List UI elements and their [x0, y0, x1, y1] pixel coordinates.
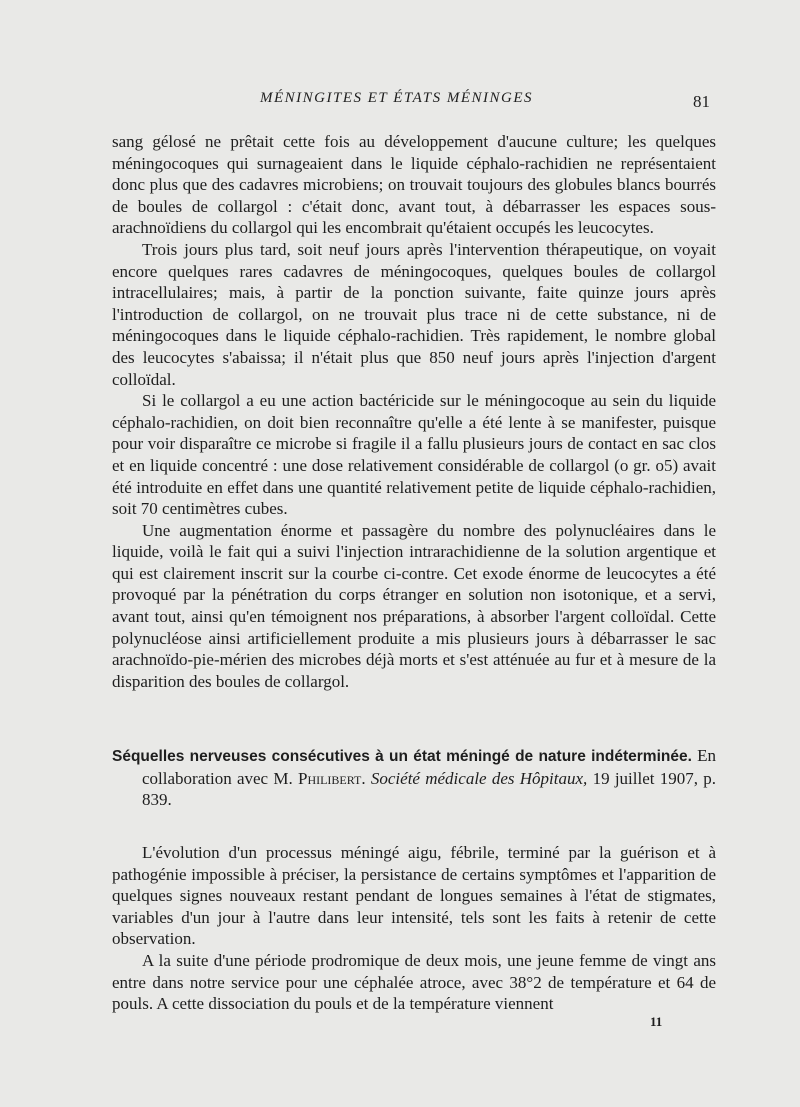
section-heading [112, 745, 716, 811]
article-2-body [112, 842, 716, 1015]
running-header [112, 90, 712, 116]
article-1-body [112, 131, 716, 692]
collaboration-prefix: En collaboration avec M. [142, 746, 717, 788]
paragraph: Si le collargol a eu une action bactéricide sur le méningocoque au sein du liquide céphalo-rachidien, on doit bien reconnaître qu'elle a été lente à se manifester, puisque pour voir disparaître ce microbe si fragile il a fallu plusieurs jours de contact en sac clos et en liquide concentré : une dose relativement considérable de collargol (o gr. o5) avait été introduite en effet dans une quantité relativement petite de liquide céphalo-rachidien, soit 70 centimètres cubes. [112, 391, 716, 519]
running-title: MÉNINGITES ET ÉTATS MÉNINGES [260, 90, 533, 106]
paragraph: sang gélosé ne prêtait cette fois au développement d'aucune culture; les quelques méningocoques qui surnageaient dans le liquide céphalo-rachidien ne représentaient donc plus que des cadavres microbiens; on trouvait toujours des globules blancs bourrés de boules de collargol : c'était donc, avant tout, à débarrasser les espaces sous-arachnoïdiens du collargol qui les encombrait qu'étaient occupés les leucocytes. [112, 132, 716, 238]
publication-date: 19 juillet 1907, p. 839. [142, 768, 717, 810]
signature-mark: 11 [650, 1014, 663, 1029]
paragraph: A la suite d'une période prodromique de deux mois, une jeune femme de vingt ans entre dans notre service pour une céphalée atroce, avec 38°2 de température et 64 de pouls. A cette dissociation du pouls et de la température viennent [112, 950, 716, 1014]
paragraph: Trois jours plus tard, soit neuf jours après l'intervention thérapeutique, on voyait encore quelques rares cadavres de méningocoques, quelques boules de collargol intracellulaires; mais, à partir de la ponction suivante, faite quinze jours après l'introduction de collargol, on ne trouvait plus trace ni de cette substance, ni de méningocoques dans le liquide céphalo-rachidien. Très rapidement, le nombre global des leucocytes s'abaissa; il n'était plus que 850 neuf jours après l'injection d'argent colloïdal. [112, 239, 716, 389]
author-name: Philibert. [297, 768, 366, 788]
bibliographic-entry [112, 745, 716, 811]
journal-name: Société médicale des Hôpitaux, [370, 768, 588, 788]
paragraph: Une augmentation énorme et passagère du nombre des polynucléaires dans le liquide, voilà le fait qui a suivi l'injection intrarachidienne de la solution argentique et qui est clairement inscrit sur la courbe ci-contre. Cet exode énorme de leucocytes a été provoqué par la pénétration du corps étranger en solution non isotonique, et a servi, avant tout, ainsi qu'en témoignent nos préparations, à absorber l'argent colloïdal. Cette polynucléose ainsi artificiellement produite a mis plusieurs jours à débarrasser le sac arachnoïdo-pie-mérien des microbes déjà morts et s'est atténuée au fur et à mesure de la disparition des boules de collargol. [112, 520, 716, 691]
section-title: Séquelles nerveuses consécutives à un état méningé de nature indéterminée. [112, 748, 692, 765]
page-number: 81 [693, 92, 710, 111]
paragraph: L'évolution d'un processus méningé aigu, fébrile, terminé par la guérison et à pathogénie impossible à préciser, la persistance de certains symptômes et l'apparition de quelques signes nouveaux restant pendant de longues semaines à l'état de stigmates, variables d'un jour à l'autre dans leur intensité, tels sont les faits à retenir de cette observation. [112, 843, 716, 949]
